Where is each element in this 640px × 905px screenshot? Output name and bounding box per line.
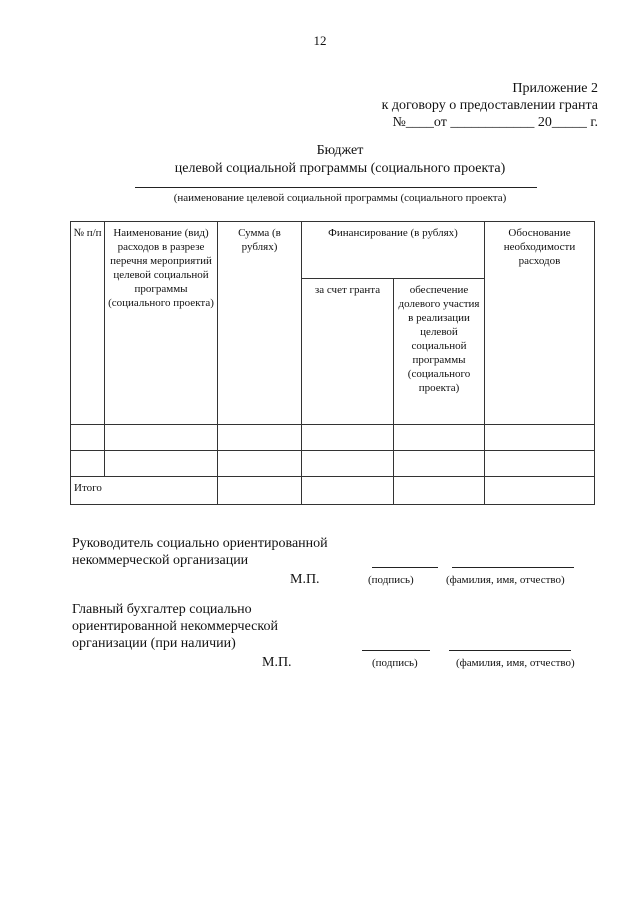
header-sum: Сумма (в рублях) — [218, 222, 302, 425]
director-title-line2: некоммерческой организации — [72, 553, 249, 568]
budget-table — [70, 221, 595, 505]
director-signature-caption: (подпись) — [368, 574, 414, 586]
appendix-contract-ref: к договору о предоставлении гранта — [381, 98, 598, 113]
header-cofunding: обеспечение долевого участия в реализации целевой социальной программы (социального проекта) — [394, 279, 485, 425]
accountant-name-caption: (фамилия, имя, отчество) — [456, 657, 575, 669]
program-name-line — [135, 187, 537, 188]
director-stamp-place: М.П. — [290, 572, 320, 587]
document-title: Бюджет — [316, 143, 364, 158]
director-title-line1: Руководитель социально ориентированной — [72, 536, 328, 551]
accountant-title-line2: ориентированной некоммерческой — [72, 619, 278, 634]
accountant-stamp-place: М.П. — [262, 655, 292, 670]
accountant-signature-line — [362, 650, 430, 651]
accountant-title-line1: Главный бухгалтер социально — [72, 602, 252, 617]
header-financing: Финансирование (в рублях) — [302, 222, 485, 279]
director-signature-line — [372, 567, 438, 568]
table-row — [71, 451, 595, 477]
header-justification: Обоснование необходимости расходов — [485, 222, 595, 425]
document-subtitle: целевой социальной программы (социального проекта) — [174, 161, 506, 176]
table-total-row — [71, 477, 595, 505]
accountant-title-line3: организации (при наличии) — [72, 636, 236, 651]
table-header-row — [71, 222, 595, 279]
header-number: № п/п — [71, 222, 105, 425]
page-number: 12 — [313, 33, 327, 48]
accountant-name-line — [449, 650, 571, 651]
director-name-line — [452, 567, 574, 568]
accountant-signature-caption: (подпись) — [372, 657, 418, 669]
header-grant: за счет гранта — [302, 279, 394, 425]
director-name-caption: (фамилия, имя, отчество) — [446, 574, 565, 586]
header-expense-name: Наименование (вид) расходов в разрезе перечня мероприятий целевой социальной программы (социального проекта) — [105, 222, 218, 425]
total-label: Итого — [71, 477, 218, 505]
table-row — [71, 425, 595, 451]
appendix-title: Приложение 2 — [512, 81, 598, 96]
program-name-caption: (наименование целевой социальной программы (социального проекта) — [173, 192, 507, 204]
appendix-contract-number: №____от ____________ 20_____ г. — [392, 115, 598, 130]
